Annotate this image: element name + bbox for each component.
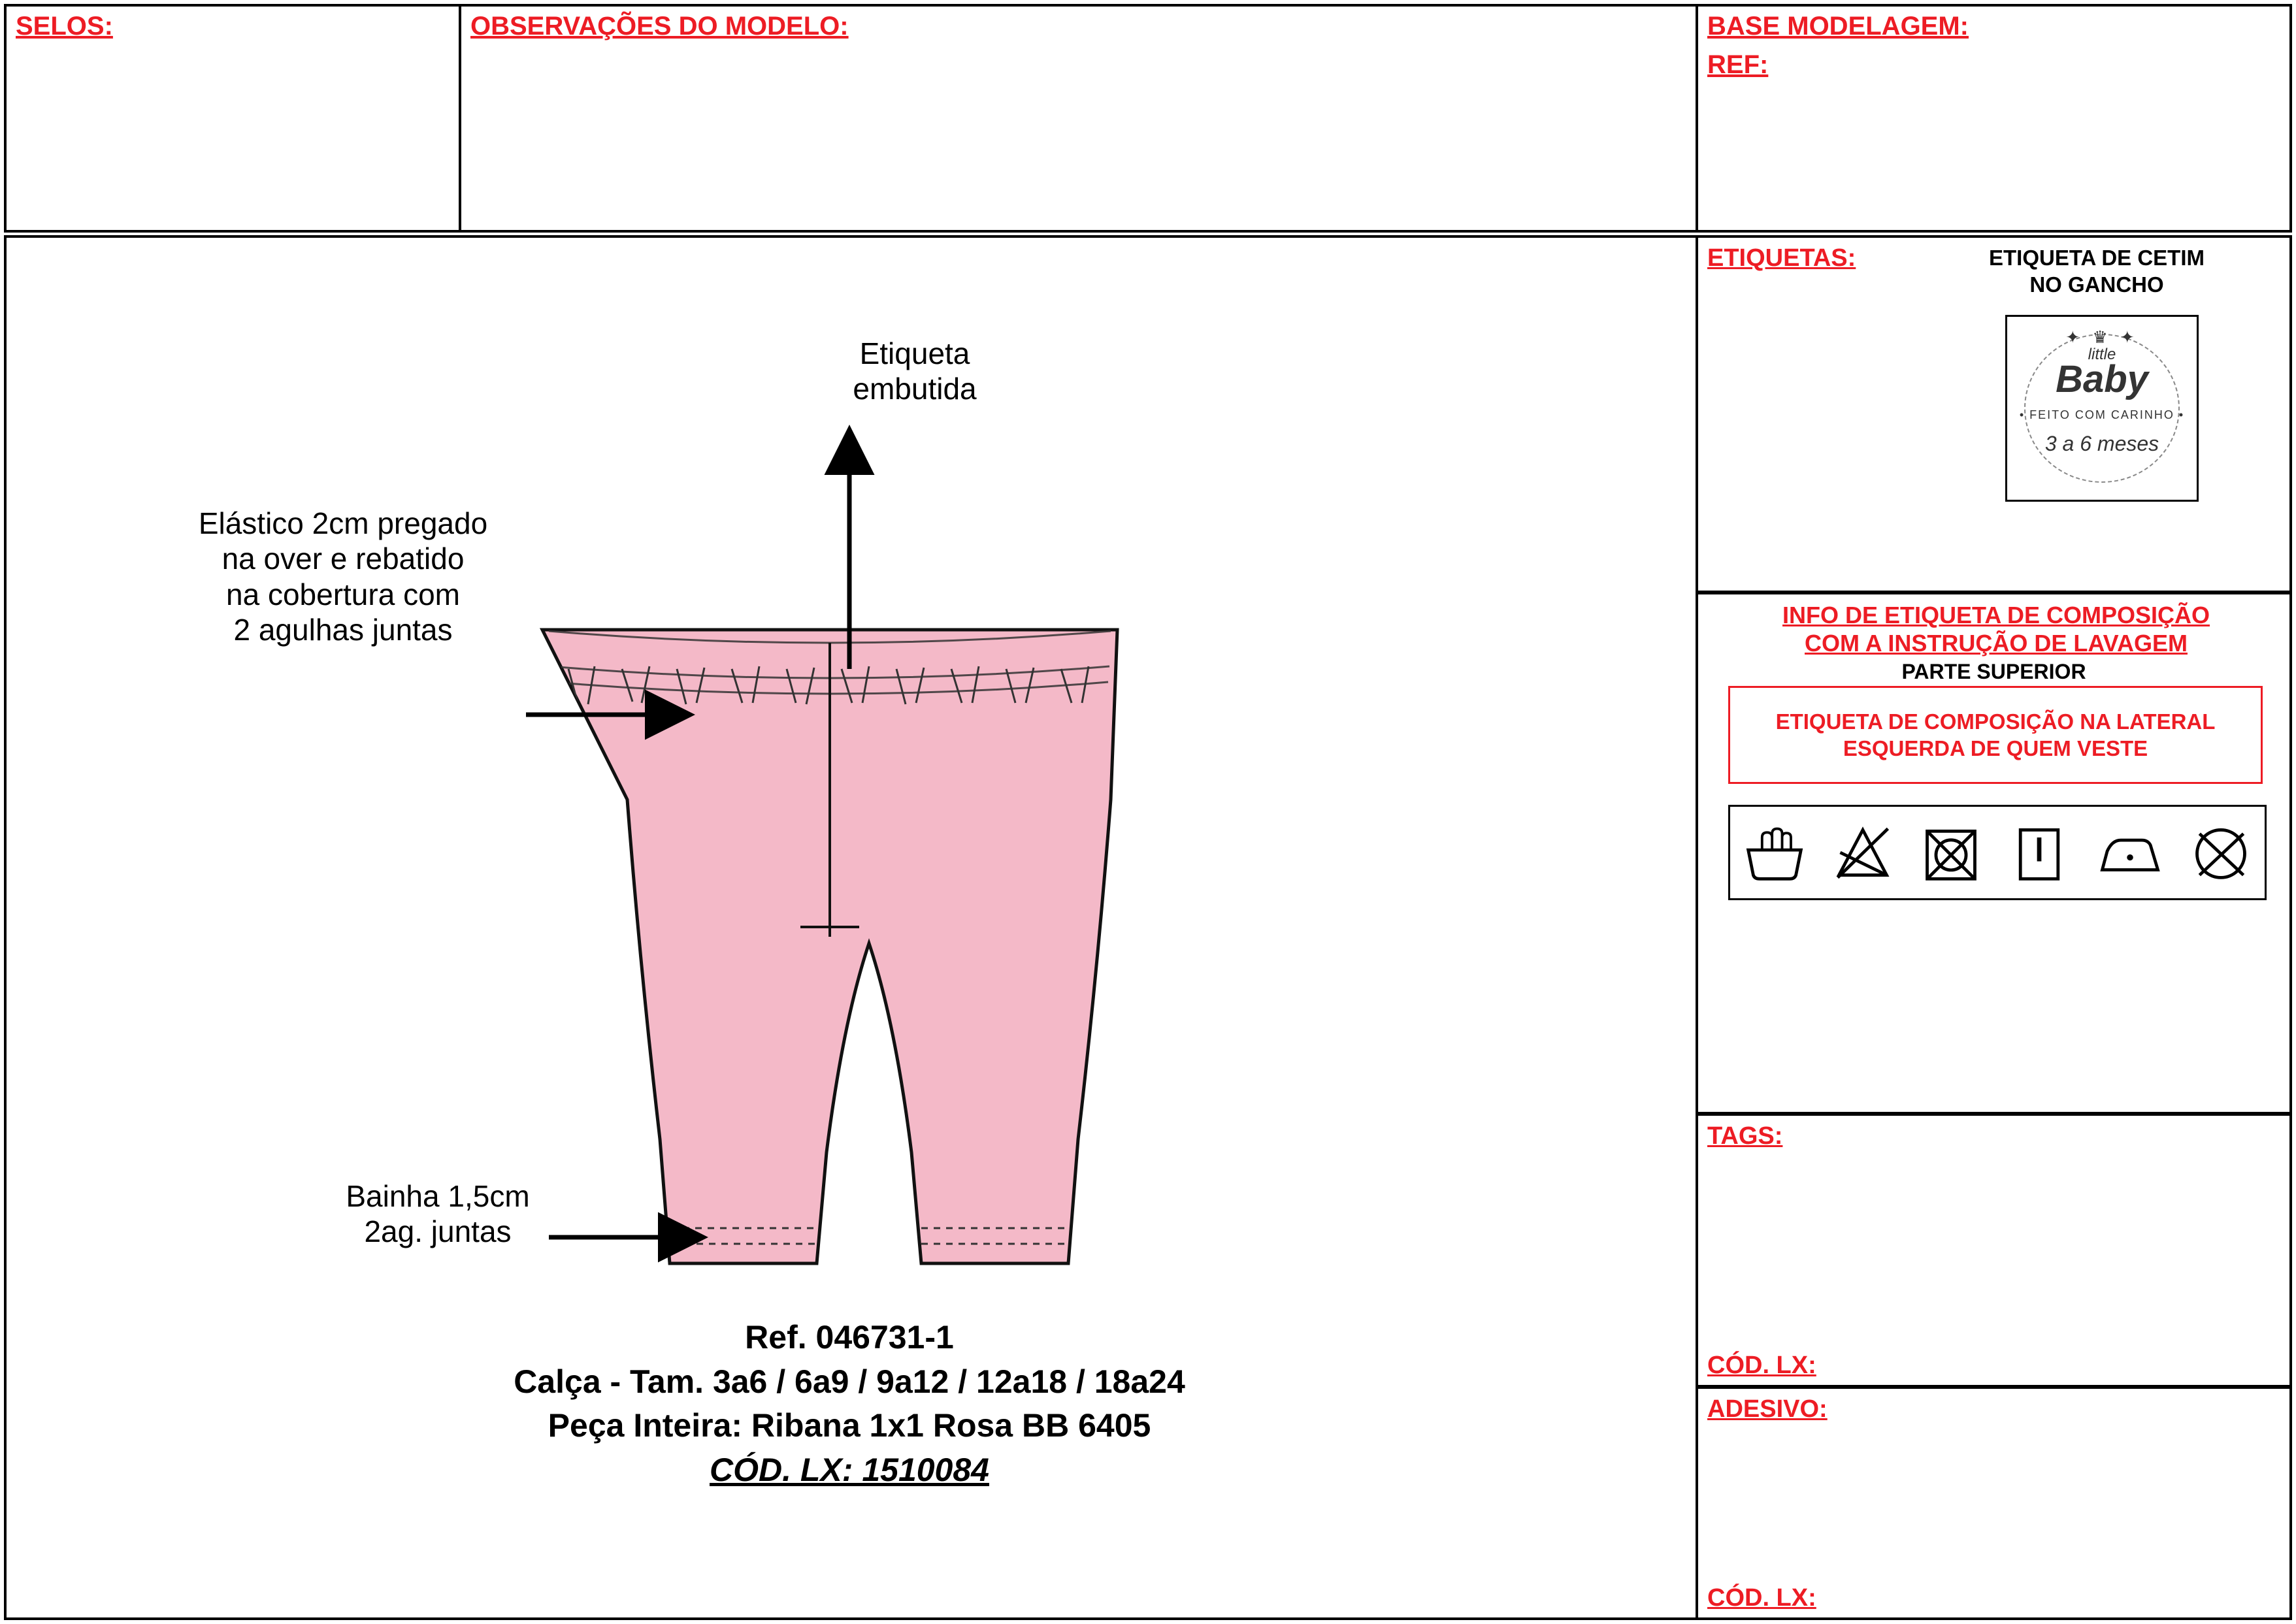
tag-size-text: 3 a 6 meses — [2044, 432, 2159, 455]
tag-feito-text: • FEITO COM CARINHO • — [2019, 408, 2185, 421]
care-symbols-row — [1728, 805, 2267, 900]
brand-tag-image — [2005, 315, 2199, 502]
hand-wash-icon — [1743, 821, 1806, 884]
caption-cod-lx: CÓD. LX: 1510084 — [710, 1451, 989, 1488]
selos-panel — [4, 4, 461, 233]
no-dry-clean-icon — [2189, 821, 2252, 884]
drip-dry-icon — [2008, 821, 2071, 884]
tag-baby-text: Baby — [2056, 358, 2148, 400]
tags-panel — [1696, 1113, 2292, 1388]
selos-label: SELOS: — [16, 12, 113, 41]
observacoes-panel — [459, 4, 1698, 233]
caption-sizes: Calça - Tam. 3a6 / 6a9 / 9a12 / 12a18 / 18a24 — [514, 1363, 1185, 1400]
info-composicao-title: INFO DE ETIQUETA DE COMPOSIÇÃO COM A INSTRUÇÃO DE LAVAGEM — [1782, 602, 2210, 657]
info-composicao-panel — [1696, 592, 2292, 1114]
pants-illustration — [503, 604, 1156, 1322]
adesivo-panel — [1696, 1386, 2292, 1620]
parte-superior-label: PARTE SUPERIOR — [1901, 660, 2086, 683]
composicao-instruction: ETIQUETA DE COMPOSIÇÃO NA LATERAL ESQUERDA DE QUEM VESTE — [1728, 686, 2263, 784]
base-modelagem-panel — [1696, 4, 2292, 233]
no-tumble-dry-icon — [1920, 821, 1982, 884]
cod-lx-label-adesivo: CÓD. LX: — [1707, 1584, 1816, 1612]
adesivo-label: ADESIVO: — [1707, 1395, 1828, 1423]
cod-lx-label-tags: CÓD. LX: — [1707, 1352, 1816, 1379]
caption-ref: Ref. 046731-1 — [745, 1319, 954, 1356]
note-elastico: Elástico 2cm pregado na over e rebatido na cobertura com 2 agulhas juntas — [198, 506, 488, 647]
note-bainha: Bainha 1,5cm 2ag. juntas — [346, 1179, 530, 1249]
caption-material: Peça Inteira: Ribana 1x1 Rosa BB 6405 — [548, 1407, 1151, 1444]
tags-label: TAGS: — [1707, 1122, 1783, 1150]
note-etiqueta-embutida: Etiqueta embutida — [853, 336, 977, 406]
etiquetas-label: ETIQUETAS: — [1707, 244, 1856, 272]
ref-label: REF: — [1707, 50, 1769, 79]
crown-icon: ✦ ♛ ✦ — [2065, 327, 2139, 347]
no-bleach-icon — [1831, 821, 1894, 884]
garment-caption — [7, 1316, 1692, 1492]
observacoes-label: OBSERVAÇÕES DO MODELO: — [470, 12, 849, 41]
iron-low-icon — [2096, 821, 2164, 884]
cetim-title: ETIQUETA DE CETIM NO GANCHO — [1989, 246, 2205, 297]
etiquetas-panel — [1696, 235, 2292, 593]
technical-drawing-panel — [4, 235, 1698, 1620]
tag-little-text: little — [2088, 346, 2116, 363]
base-modelagem-label: BASE MODELAGEM: — [1707, 12, 1969, 41]
